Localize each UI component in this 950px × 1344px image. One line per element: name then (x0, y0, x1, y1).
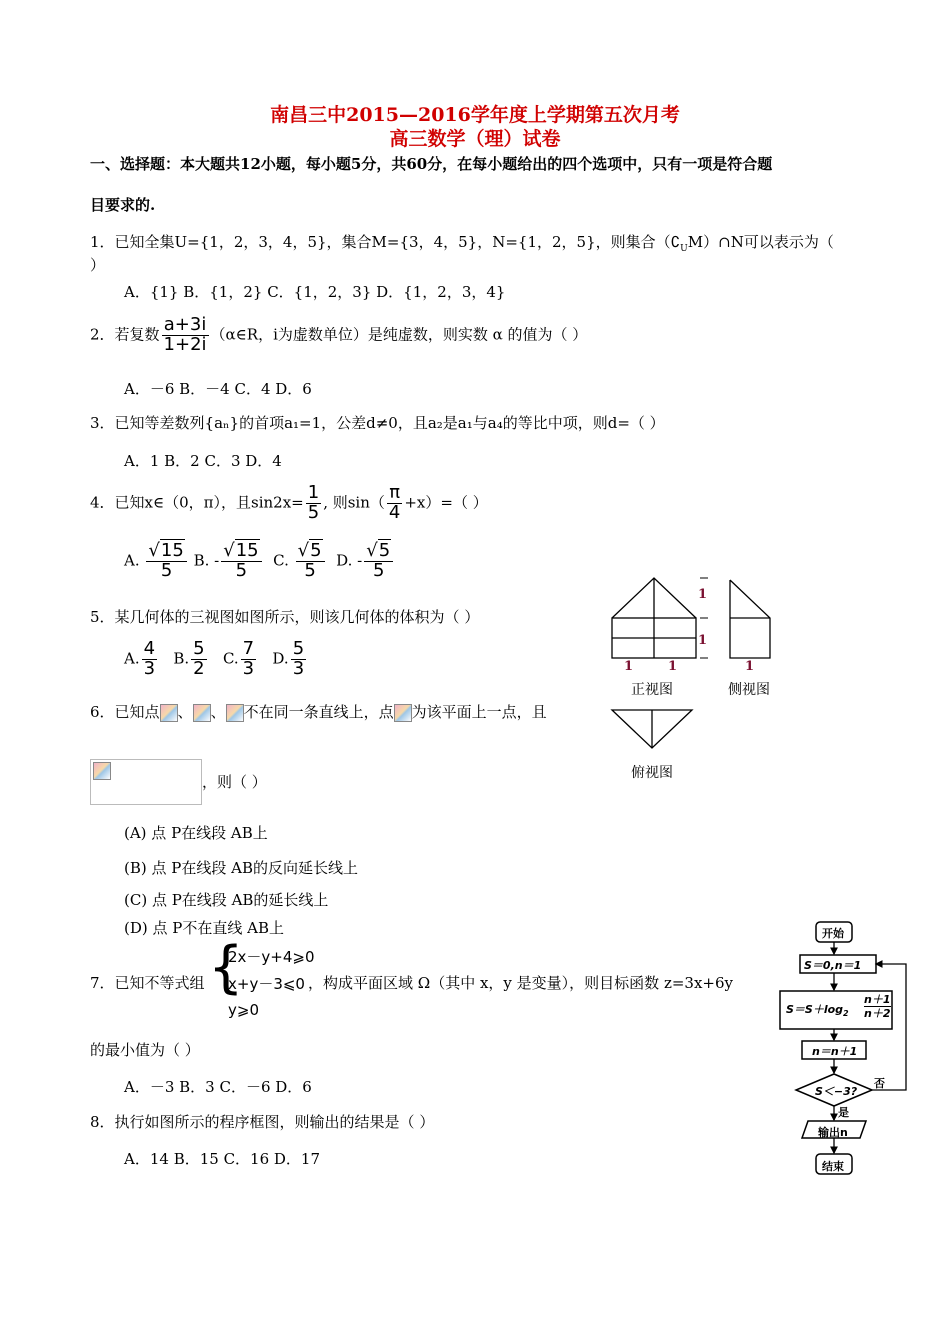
broken-image-icon (93, 762, 111, 780)
flow-end-label: 结束 (822, 1160, 844, 1173)
q7-line2: 的最小值为（ ） (90, 1041, 200, 1059)
top-view-caption: 俯视图 (631, 765, 673, 781)
q4-opt-b: B. - (193, 551, 220, 570)
q5-opt-b: B. (173, 649, 190, 668)
q4-suffix: +x）=（ ） (404, 493, 488, 512)
q4-b-value: $\frac{√15}{5}$ (221, 542, 261, 581)
q6-text5: ，则（ ） (202, 773, 267, 791)
q1-sub: U (680, 244, 688, 254)
flow-update-text: S＝S＋log (786, 1003, 844, 1016)
dim-label: 1 (698, 587, 708, 602)
q5-c-den: 3 (242, 657, 255, 679)
q7-ineq-1: 2x－y+4⩾0 (228, 948, 315, 966)
three-view-figure (600, 570, 790, 785)
side-view (730, 580, 770, 658)
dim-label: 1 (698, 633, 708, 648)
flow-start-label: 开始 (822, 927, 844, 940)
q5-d-num: 5 (292, 638, 305, 659)
q5-b-den: 2 (193, 657, 205, 679)
q4-frac2 (387, 484, 402, 523)
q4-opt-d: D. - (336, 551, 363, 570)
exam-subtitle: 高三数学（理）试卷 (389, 128, 561, 150)
q4-frac2-num: π (387, 484, 402, 504)
q5-b-frac (191, 640, 206, 679)
q4-frac1-den: 5 (307, 501, 320, 523)
q4-a-den: 5 (160, 559, 173, 581)
question-2 (90, 316, 587, 355)
q4-prefix: 4．已知x∈（0，π），且sin2x= (90, 493, 304, 512)
q4-d-den: 5 (372, 559, 385, 581)
q4-a-value: $\frac{√15}{5}$ (146, 542, 186, 581)
question-5: 5．某几何体的三视图如图所示，则该几何体的体积为（ ） (90, 608, 480, 626)
question-8: 8．执行如图所示的程序框图，则输出的结果是（ ） (90, 1113, 435, 1131)
q4-b-den: 5 (235, 559, 248, 581)
q4-b-rad: 15 (235, 540, 259, 561)
q6-text3: 点 (378, 703, 394, 721)
dim-label: 1 (668, 659, 678, 674)
q5-options (124, 640, 308, 679)
q4-frac2-den: 4 (388, 501, 401, 523)
question-4 (90, 484, 488, 523)
q1-stem-line2: ） (90, 256, 106, 274)
q5-c-num: 7 (242, 638, 255, 659)
question-1 (90, 231, 834, 254)
flow-increment-label: n＝n＋1 (812, 1045, 858, 1058)
question-3: 3．已知等差数列{aₙ}的首项a₁=1，公差d≠0，且a₂是a₁与a₄的等比中项，则d=（ ） (90, 414, 665, 432)
q5-opt-d: D. (272, 649, 289, 668)
q4-opt-a: A. (124, 551, 140, 570)
q4-c-rad: 5 (310, 540, 322, 561)
flow-log-base: 2 (843, 1009, 849, 1019)
question-6 (90, 701, 547, 722)
q4-frac1 (306, 484, 321, 523)
q4-a-rad: 15 (160, 540, 184, 561)
system-brace: { (208, 935, 244, 1000)
dim-label: 1 (624, 659, 634, 674)
q5-d-frac (291, 640, 306, 679)
q6-text4: 为该平面上一点，且 (411, 703, 547, 721)
q8-options: A．14 B．15 C．16 D．17 (124, 1150, 321, 1168)
broken-image-icon (160, 704, 178, 722)
q6-sep2: 、 (210, 703, 226, 721)
q4-frac1-num: 1 (307, 482, 320, 503)
q5-b-num: 5 (193, 638, 205, 659)
q5-a-num: 4 (143, 638, 156, 659)
q5-a-den: 3 (143, 657, 156, 679)
q4-opt-c: C. (273, 551, 289, 570)
q6-option-a: (A) 点 P在线段 AB上 (124, 824, 268, 842)
q1-stem: 1．已知全集U={1，2，3，4，5}，集合M={3，4，5}，N={1，2，5}，则集合（∁ (90, 233, 681, 251)
q1-stem-tail: M）∩N可以表示为（ (687, 233, 834, 251)
flow-frac-num: n＋1 (864, 993, 891, 1006)
q7-suffix: ，构成平面区域 Ω（其中 x，y 是变量），则目标函数 z=3x+6y (308, 974, 734, 992)
broken-image-icon (394, 704, 412, 722)
exam-title: 南昌三中2015—2016学年度上学期第五次月考 (270, 104, 680, 126)
q2-frac-den: 1+2i (163, 333, 207, 355)
flow-update-fraction (864, 993, 891, 1020)
front-view (612, 578, 696, 658)
flow-frac-den: n＋2 (864, 1007, 891, 1021)
q1-options: A．{1} B．{1，2} C．{1，2，3} D．{1，2，3，4} (124, 283, 506, 301)
q4-d-value: $\frac{√5}{5}$ (364, 542, 393, 581)
front-view-caption: 正视图 (631, 682, 673, 698)
q6-text2: 不在同一条直线上， (243, 703, 379, 721)
q2-fraction (162, 316, 209, 355)
q2-prefix: 2．若复数 (90, 325, 160, 344)
section-heading-cont: 目要求的. (90, 196, 156, 214)
side-view-caption: 侧视图 (728, 682, 770, 698)
q5-a-frac (142, 640, 157, 679)
q7-ineq-3: y⩾0 (228, 1001, 259, 1019)
q4-mid: , 则sin（ (323, 493, 385, 512)
section-heading: 一、选择题：本大题共12小题，每小题5分，共60分，在每小题给出的四个选项中，只有一项是符合题 (90, 155, 773, 173)
q2-frac-num: a+3i (162, 316, 209, 336)
q2-options: A．－6 B．－4 C．4 D．6 (124, 380, 312, 398)
q6-option-d: (D) 点 P不在直线 AB上 (124, 919, 284, 937)
broken-image-icon (226, 704, 244, 722)
q5-d-den: 3 (292, 657, 305, 679)
q7-prefix: 7．已知不等式组 (90, 974, 205, 992)
q5-opt-c: C. (222, 649, 239, 668)
flow-output-label: 输出n (818, 1126, 848, 1139)
flow-init-label: S＝0,n＝1 (804, 959, 862, 972)
q4-c-value: $\frac{√5}{5}$ (296, 542, 325, 581)
dim-label: 1 (745, 659, 755, 674)
broken-image-icon (193, 704, 211, 722)
q5-c-frac (241, 640, 256, 679)
q6-sep1: 、 (177, 703, 193, 721)
flow-update-label (786, 1001, 849, 1018)
q7-options: A．－3 B．3 C．－6 D．6 (124, 1078, 312, 1096)
top-view (612, 710, 692, 748)
broken-image-placeholder (90, 759, 202, 805)
q2-suffix: （α∈R，i为虚数单位）是纯虚数，则实数 α 的值为（ ） (210, 325, 588, 344)
q4-d-rad: 5 (378, 540, 391, 561)
flow-no-label: 否 (874, 1077, 885, 1090)
flow-yes-label: 是 (838, 1106, 849, 1119)
q7-ineq-2: x+y－3⩽0 (228, 975, 305, 993)
q3-options: A．1 B．2 C．3 D．4 (124, 452, 282, 470)
flow-condition-label: S＜−3? (815, 1085, 858, 1098)
q4-c-den: 5 (304, 559, 316, 581)
q4-options (124, 542, 395, 581)
q6-option-c: (C) 点 P在线段 AB的延长线上 (124, 891, 329, 909)
q6-text1: 6．已知点 (90, 703, 160, 721)
q6-option-b: (B) 点 P在线段 AB的反向延长线上 (124, 859, 358, 877)
q5-opt-a: A. (124, 649, 140, 668)
